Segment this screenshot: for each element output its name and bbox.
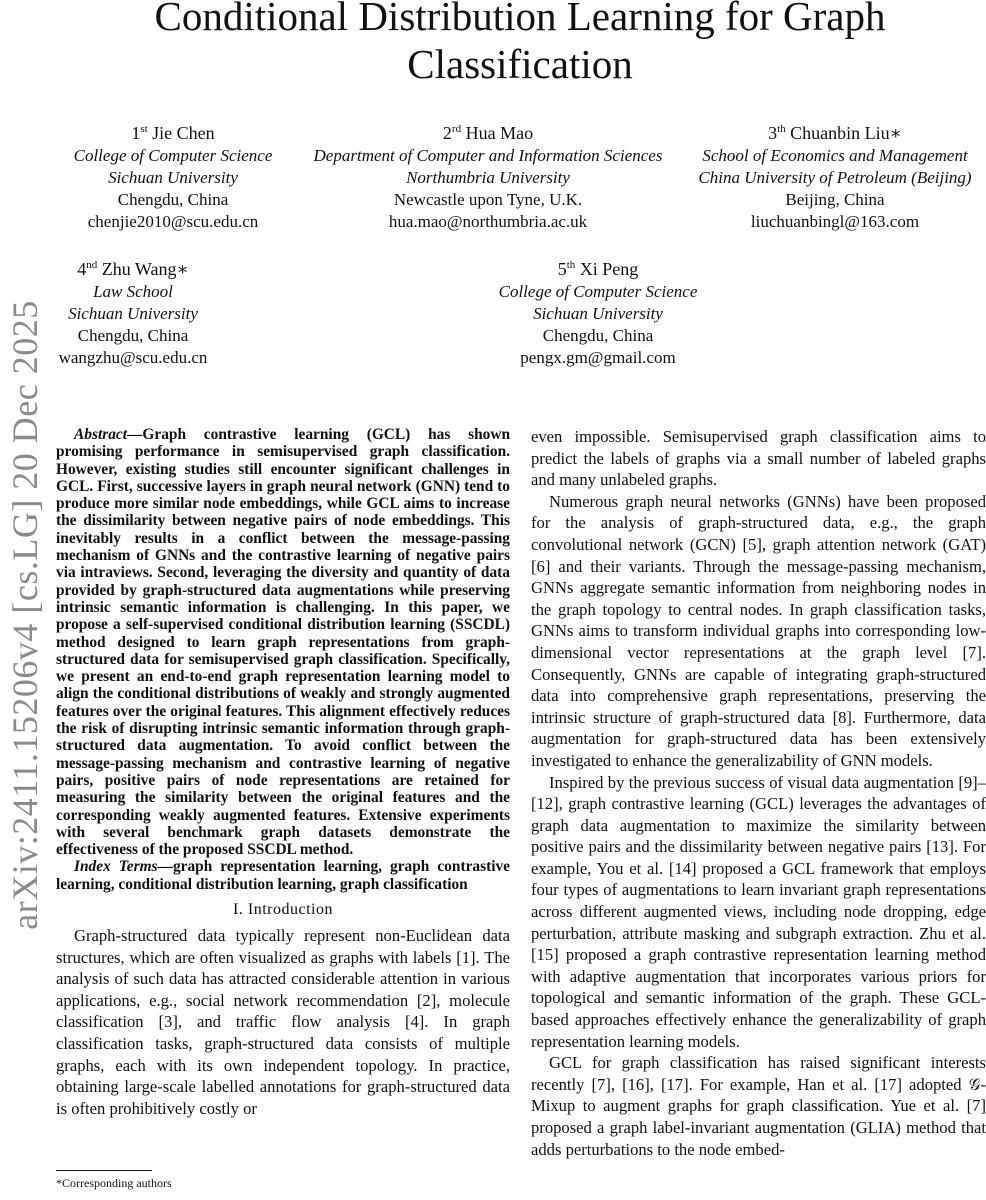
- body-paragraph: Inspired by the previous success of visual data augmentation [9]–[12], graph contrastive learning (GCL) leverages the advantages of graph data augmentation to maximize the similarity between positive pairs and the dissimilarity between negative pairs [13]. For example, You et al. [14] proposed a GCL framework that employs four types of augmentations to learn invariant graph representations across different augmented views, including node dropping, edge perturbation, attribute masking and subgraph extraction. Zhu et al. [15] proposed a graph contrastive representation learning method with adaptive augmentation that incorporates various priors for topological and semantic information of the graph. These GCL-based approaches effectively enhance the generalizability of graph representation learning models.: [531, 772, 986, 1051]
- intro-paragraph: Graph-structured data typically represent non-Euclidean data structures, which are often visualized as graphs with labels [1]. The analysis of such data has attracted considerable attention in various applications, e.g., social network recommendation [2], molecule classification [3], and traffic flow analysis [4]. In graph classification tasks, graph-structured data consists of multiple graphs, each with its own independent topology. In practice, obtaining large-scale labelled annotations for graph-structured data is often prohibitively costly or: [56, 926, 510, 1118]
- author-affiliation: School of Economics and Management: [702, 146, 968, 165]
- author-email: chenjie2010@scu.edu.cn: [87, 212, 259, 231]
- index-terms: [56, 858, 510, 893]
- author-city: Newcastle upon Tyne, U.K.: [393, 190, 583, 209]
- footnote-rule: [56, 1170, 152, 1171]
- abstract-text: —Graph contrastive learning (GCL) has shown promising performance in semisupervised graph classification. However, existing studies still encounter significant challenges in GCL. First, successive layers in graph neural network (GNN) tend to produce more similar node embeddings, while GCL aims to increase the dissimilarity between negative pairs of node embeddings. This inevitably results in a conflict between the message-passing mechanism of GNNs and the contrastive learning of negative pairs via intraviews. Second, leveraging the diversity and quantity of data provided by graph-structured data augmentations while preserving intrinsic semantic information is challenging. In this paper, we propose a self-supervised conditional distribution learning (SSCDL) method designed to learn graph representations from graph-structured data for semisupervised graph classification. Specifically, we present an end-to-end graph representation learning model to align the conditional distributions of weakly and strongly augmented features over the original features. This alignment effectively reduces the risk of disrupting intrinsic semantic information through graph-structured data augmentation. To avoid conflict between the message-passing mechanism and contrastive learning of negative pairs, positive pairs of node representations are retained for measuring the similarity between the original features and the corresponding weakly augmented features. Extensive experiments with several benchmark graph datasets demonstrate the effectiveness of the proposed SSCDL method.: [56, 426, 510, 859]
- abstract-label: Abstract: [74, 426, 128, 443]
- index-terms-text: —graph representation learning, graph contrastive learning, conditional distribution learning, graph classification: [56, 858, 511, 893]
- author-institution: Sichuan University: [533, 304, 663, 323]
- author-email: hua.mao@northumbria.ac.uk: [388, 212, 588, 231]
- author-email: pengx.gm@gmail.com: [520, 348, 676, 367]
- author-affiliation: College of Computer Science: [498, 282, 698, 301]
- paper-title: Conditional Distribution Learning for Graph Classification: [154, 0, 886, 87]
- arxiv-identifier: arXiv:2411.15206v4 [cs.LG] 20 Dec 2025: [5, 300, 46, 930]
- author-name: 3th Chuanbin Liu∗: [768, 123, 902, 143]
- author-name: 1st Jie Chen: [131, 123, 215, 143]
- author-email: wangzhu@scu.edu.cn: [58, 348, 208, 367]
- author-city: Beijing, China: [785, 190, 885, 209]
- body-paragraph: Numerous graph neural networks (GNNs) have been proposed for the analysis of graph-structured data, e.g., the graph convolutional network (GCN) [5], graph attention network (GAT) [6] and their variants. Through the message-passing mechanism, GNNs aggregate semantic information from neighboring nodes in the graph topology to central nodes. In graph classification tasks, GNNs aims to transform individual graphs into corresponding low-dimensional vector representations at the graph level [7]. Consequently, GNNs are capable of integrating graph-structured data into comprehensive graph representations, preserving the intrinsic structure of graph-structured data [8]. Furthermore, data augmentation for graph-structured data has been extensively investigated to enhance the generalizability of GNN models.: [531, 491, 986, 770]
- author-affiliation: Department of Computer and Information Sciences: [313, 146, 663, 165]
- author-institution: Sichuan University: [108, 168, 238, 187]
- author-institution: China University of Petroleum (Beijing): [698, 168, 972, 187]
- body-paragraph: GCL for graph classification has raised significant interests recently [7], [16], [17]. For example, Han et al. [17] adopted 𝒢-Mixup to augment graphs for graph classification. Yue et al. [7] proposed a graph label-invariant augmentation (GLIA) method that adds perturbations to the node embed-: [531, 1053, 986, 1159]
- author-affiliation: Law School: [93, 282, 173, 301]
- body-paragraph: even impossible. Semisupervised graph classification aims to predict the labels of graphs via a small number of labeled graphs and many unlabeled graphs.: [531, 427, 986, 490]
- author-block: [468, 254, 728, 369]
- author-city: Chengdu, China: [77, 326, 189, 345]
- index-terms-label: Index Terms: [74, 858, 158, 876]
- author-block: [48, 254, 218, 369]
- author-email: liuchuanbingl@163.com: [750, 212, 920, 231]
- author-city: Chengdu, China: [542, 326, 654, 345]
- author-name: 2rd Hua Mao: [442, 123, 534, 143]
- right-column: [531, 426, 986, 1160]
- section-heading-introduction: I. Introduction: [233, 901, 333, 919]
- author-name: 4nd Zhu Wang∗: [77, 259, 189, 279]
- author-name: 5th Xi Peng: [557, 259, 639, 279]
- author-block: [58, 118, 288, 233]
- author-block: [292, 118, 684, 233]
- author-block: [684, 118, 986, 233]
- author-affiliation: College of Computer Science: [73, 146, 273, 165]
- author-institution: Northumbria University: [406, 168, 570, 187]
- left-column: [56, 426, 510, 1119]
- author-city: Chengdu, China: [117, 190, 229, 209]
- author-institution: Sichuan University: [68, 304, 198, 323]
- abstract: [56, 426, 510, 858]
- footnote: *Corresponding authors: [56, 1176, 172, 1190]
